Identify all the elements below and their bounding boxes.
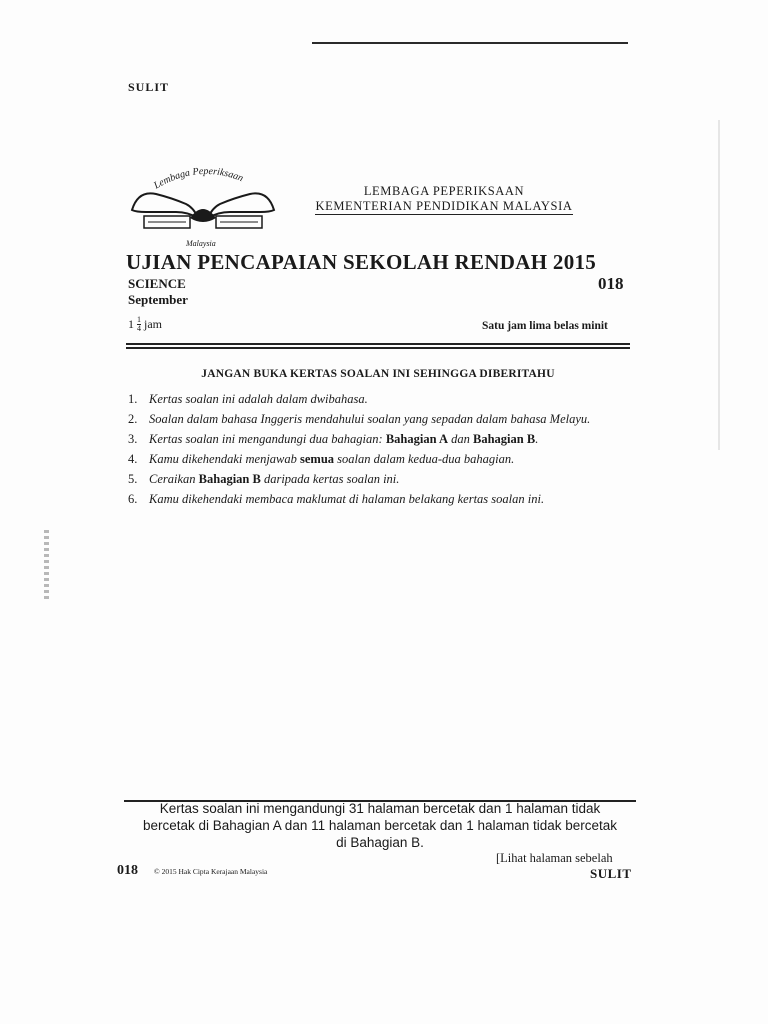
instruction-item [128,452,633,466]
instruction-item [128,432,633,446]
instruction-text: Kertas soalan ini adalah dalam dwibahasa. [149,392,368,406]
instruction-text: Kertas soalan ini mengandungi dua bahagian: Bahagian A dan Bahagian B. [149,432,539,446]
duration-words: Satu jam lima belas minit [482,320,608,332]
page-count-line-3: di Bahagian B. [336,835,424,850]
paper-code: 018 [598,274,624,293]
scan-edge-line [312,42,628,44]
page-count-note [124,800,636,851]
board-line-1: LEMBAGA PEPERIKSAAN [363,184,525,198]
exam-board-name [306,184,582,215]
instruction-number: 5. [128,472,138,486]
binding-marks [44,530,49,600]
logo-text-bottom: Malaysia [186,239,216,248]
instruction-text: Ceraikan Bahagian B daripada kertas soalan ini. [149,472,400,486]
exam-board-logo [128,160,278,250]
classification-bottom: SULIT [590,866,632,881]
svg-text:Lembaga Peperiksaan [151,166,245,192]
exam-title: UJIAN PENCAPAIAN SEKOLAH RENDAH 2015 [126,250,597,274]
duration-denominator: 4 [137,324,141,333]
instruction-number: 6. [128,492,138,506]
footer-paper-code: 018 [117,863,138,878]
page-count-line-2: bercetak di Bahagian A dan 11 halaman bercetak dan 1 halaman tidak bercetak [142,818,618,833]
warning-heading: JANGAN BUKA KERTAS SOALAN INI SEHINGGA DIBERITAHU [201,368,555,380]
classification-top: SULIT [128,80,170,94]
instruction-number: 2. [128,412,138,426]
duration-unit: jam [144,317,162,331]
instruction-number: 3. [128,432,138,446]
instruction-item [128,392,633,406]
double-rule-bottom [126,347,630,349]
instruction-text: Soalan dalam bahasa Inggeris mendahului soalan yang sepadan dalam bahasa Melayu. [149,412,591,426]
copyright-notice: © 2015 Hak Cipta Kerajaan Malaysia [154,867,268,876]
instruction-number: 1. [128,392,138,406]
scan-edge-shadow [718,120,720,450]
exam-month: September [128,292,188,307]
page-count-line-1: Kertas soalan ini mengandungi 31 halaman bercetak dan 1 halaman tidak [159,801,601,816]
next-page-note: [Lihat halaman sebelah [496,851,613,865]
subject-name: SCIENCE [128,276,186,291]
instruction-item [128,492,633,506]
duration-fraction [137,316,141,333]
instruction-item [128,412,633,426]
instruction-text: Kamu dikehendaki menjawab semua soalan dalam kedua-dua bahagian. [149,452,515,466]
logo-text-top: Lembaga Peperiksaan [152,165,245,192]
instruction-text: Kamu dikehendaki membaca maklumat di halaman belakang kertas soalan ini. [149,492,545,506]
duration-numeric [128,316,162,333]
instruction-number: 4. [128,452,138,466]
board-line-2: KEMENTERIAN PENDIDIKAN MALAYSIA [315,199,573,213]
instruction-item [128,472,633,486]
duration-numerator: 1 [137,315,141,324]
double-rule-top [126,343,630,345]
instruction-list [128,392,633,512]
duration-whole: 1 [128,317,134,331]
